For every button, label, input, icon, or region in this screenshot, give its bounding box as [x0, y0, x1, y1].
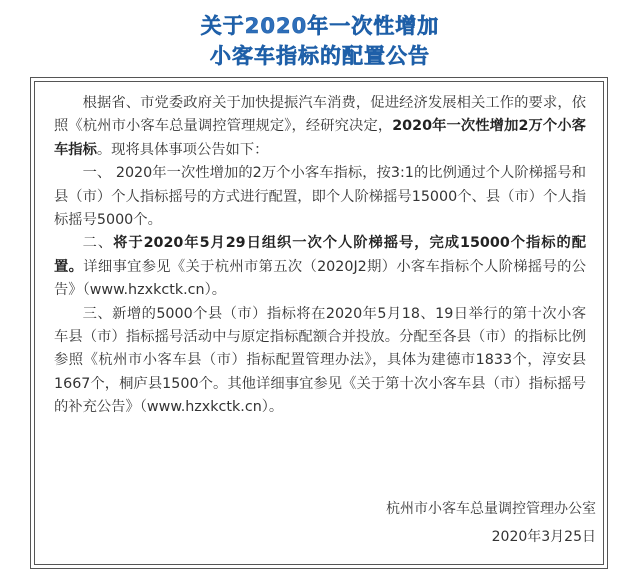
page-title: 关于2020年一次性增加	[200, 14, 440, 38]
item-2-detail: 详细事宜参见《关于杭州市第五次（2020J2期）小客车指标个人阶梯摇号的公告》（www.hzxkctk.cn）。	[54, 258, 586, 299]
intro-highlight: 2020年一次性增加2万个小客车指标	[54, 118, 586, 158]
announcement-body	[54, 92, 586, 420]
item-3-paragraph: 三、新增的5000个县（市）指标将在2020年5月18、19日举行的第十次小客车县（市）指标摇号活动中与原定指标配额合并投放。分配至各县（市）的指标比例参照《杭州市小客车县（市）指标配置管理办法》，具体为建德市1833个，淳安县1667个，桐庐县1500个。其他详细事宜参见《关于第十次小客车县（市）指标摇号的补充公告》（www.hzxkctk.cn）。	[54, 305, 586, 416]
signature-organization: 杭州市小客车总量调控管理办公室	[386, 501, 596, 517]
page-subtitle: 小客车指标的配置公告	[210, 44, 430, 68]
item-2-prefix: 二、	[82, 235, 114, 252]
signature-date: 2020年3月25日	[491, 529, 596, 545]
item-2-highlight: 将于2020年5月29日组织一次个人阶梯摇号，完成15000个指标的配置。	[54, 235, 587, 275]
intro-text: 根据省、市党委政府关于加快提振汽车消费，促进经济发展相关工作的要求，依照《杭州市小客车总量调控管理规定》，经研究决定，	[54, 95, 586, 135]
intro-paragraph	[54, 92, 586, 162]
intro-text-end: 。现将具体事项公告如下：	[96, 141, 269, 158]
item-2-paragraph	[54, 232, 586, 302]
item-1-paragraph: 一、 2020年一次性增加的2万个小客车指标，按3:1的比例通过个人阶梯摇号和县（市）个人指标摇号的方式进行配置，即个人阶梯摇号15000个、县（市）个人指标摇号5000个。	[54, 165, 586, 229]
